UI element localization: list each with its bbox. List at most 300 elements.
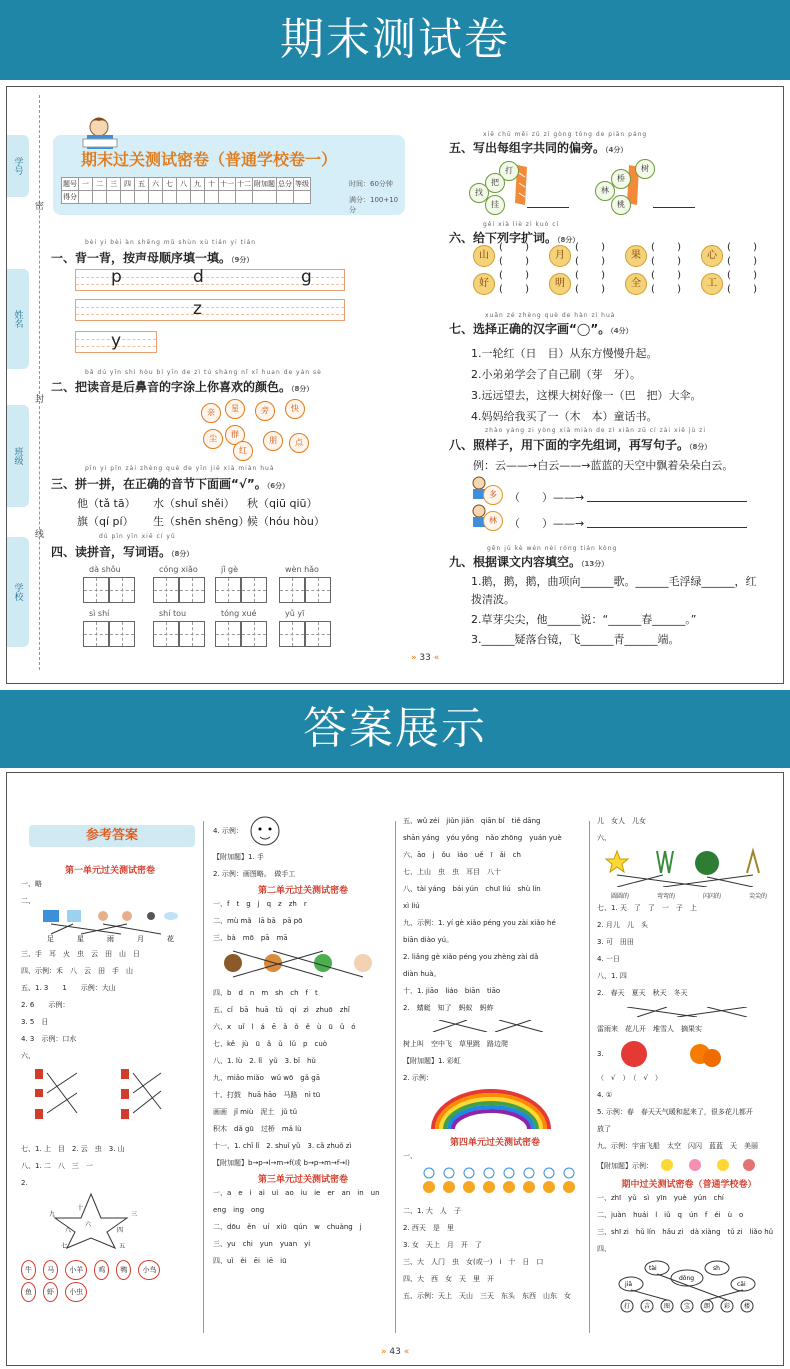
tianzige-box[interactable] bbox=[215, 621, 241, 647]
unit3-title: 第三单元过关测试密卷 bbox=[257, 1175, 348, 1185]
ans-line: shān yáng yóu yǒng nǎo zhōng yuán yuè bbox=[403, 834, 562, 842]
ans-line: xì liú bbox=[403, 902, 420, 910]
ans-line: 七、上山 虫 虫 耳目 八十 bbox=[403, 868, 501, 876]
page-arrow-icon: » bbox=[381, 1347, 387, 1357]
wheel-char: 朗 bbox=[704, 1303, 711, 1310]
score-input[interactable] bbox=[107, 191, 121, 204]
side-tab-number: 学号 bbox=[7, 135, 29, 197]
char-circle[interactable]: 红 bbox=[233, 441, 253, 461]
score-cell: 十 bbox=[205, 178, 219, 191]
score-input[interactable] bbox=[191, 191, 205, 204]
q2-title bbox=[51, 378, 313, 395]
score-input[interactable] bbox=[236, 191, 253, 204]
q8-fill: （ ）——→ bbox=[509, 517, 585, 530]
expand-char-badge: 月 bbox=[549, 245, 571, 267]
match-label: 星 bbox=[77, 935, 84, 942]
ans-line: 5. 示例：春 春天天气暖和起来了，很多花儿都开 bbox=[597, 1108, 753, 1116]
q4-pinyin-word: jǐ gè bbox=[221, 565, 238, 574]
q8-title bbox=[449, 436, 711, 453]
q8-pinyin: zhào yàng zi yòng xià miàn de zì xiān zǔ cí zài xiě jù zi bbox=[485, 427, 706, 434]
tianzige-box[interactable] bbox=[215, 577, 241, 603]
score-input[interactable] bbox=[93, 191, 107, 204]
q8-fill: （ ）——→ bbox=[509, 491, 585, 504]
pinyin-wheel-icon bbox=[597, 1258, 777, 1314]
ans-line: 三、大 人门 虫 女(或一) i 十 日 口 bbox=[403, 1258, 544, 1266]
answer-circle: 马 bbox=[43, 1260, 58, 1280]
banner-answers: 答案展示 bbox=[0, 690, 790, 768]
ans-line: 2. 示例：画图略。 做手工 bbox=[213, 870, 296, 878]
q7-line[interactable]: 3.远远望去，这棵大树好像一（巴 把）大伞。 bbox=[471, 389, 702, 402]
expand-blank[interactable]: ( ) ( ) bbox=[499, 242, 530, 267]
star-label: 九 bbox=[49, 1211, 56, 1218]
q1-text: 一、背一背，按声母顺序填一填。 bbox=[51, 251, 232, 265]
unit1-title: 第一单元过关测试密卷 bbox=[64, 866, 155, 876]
page-number: 33 bbox=[419, 653, 431, 663]
q3-pinyin: pīn yi pīn zài zhèng què de yīn jié xià miàn huà bbox=[85, 465, 275, 472]
ans-line: 三、yu chi yun yuan yi bbox=[213, 1240, 311, 1248]
char-circle[interactable]: 群 bbox=[225, 425, 245, 445]
animal-circles bbox=[21, 1258, 199, 1302]
expand-blank[interactable]: ( ) ( ) bbox=[727, 242, 758, 267]
ans-line: 儿 女人 儿女 bbox=[597, 817, 646, 825]
score-cell: 总分 bbox=[277, 178, 294, 191]
ans-line: 画画 jǐ miù 泥土 jǔ tǔ bbox=[213, 1108, 298, 1116]
score-cell: 七 bbox=[163, 178, 177, 191]
ans-line: 三、手 耳 火 虫 云 田 山 日 bbox=[21, 950, 140, 958]
q9-line[interactable]: 1.鹅，鹅，鹅，曲项向______歌。______毛浮绿______，红 bbox=[471, 575, 757, 588]
q1-title bbox=[51, 249, 253, 266]
score-cell: 一 bbox=[79, 178, 93, 191]
ans-line: 二、mù mǎ lā bā pā pō bbox=[213, 917, 303, 925]
q4-pinyin-word: shí tou bbox=[159, 609, 187, 618]
side-tab-name: 姓名 bbox=[7, 269, 29, 369]
ans-line: 四、 bbox=[597, 1245, 611, 1253]
match-label: 雨 bbox=[107, 935, 114, 942]
seal-mark-3: 线 bbox=[35, 530, 45, 540]
score-label: 得分 bbox=[62, 191, 79, 204]
ans-line: 2. 春天 夏天 秋天 冬天 bbox=[597, 989, 688, 997]
score-cell: 五 bbox=[135, 178, 149, 191]
tianzige-box[interactable] bbox=[109, 621, 135, 647]
char-circle[interactable]: 快 bbox=[285, 399, 305, 419]
score-input[interactable] bbox=[163, 191, 177, 204]
side-tab-class: 班级 bbox=[7, 405, 29, 507]
column-divider bbox=[395, 821, 396, 1333]
ans-line: 4. 示例： bbox=[213, 826, 243, 835]
ans-line: 十、1. jiāo liáo biān tiāo bbox=[403, 987, 501, 995]
tianzige-box[interactable] bbox=[279, 621, 305, 647]
letter-d: d bbox=[193, 267, 204, 287]
q4-title bbox=[51, 543, 193, 560]
ans-line: 2. 月儿 儿 头 bbox=[597, 921, 648, 929]
expand-blank[interactable]: ( ) ( ) bbox=[575, 242, 606, 267]
star-label: 四 bbox=[117, 1227, 124, 1234]
expand-blank[interactable]: ( ) ( ) bbox=[651, 242, 682, 267]
exam-title-box bbox=[53, 135, 405, 215]
shape-label: 闪闪的 bbox=[702, 893, 721, 900]
tianzige-box[interactable] bbox=[241, 621, 267, 647]
ans-line: 【附加题】1. 手 bbox=[213, 853, 264, 861]
answer-circle: 小羊 bbox=[65, 1260, 87, 1280]
ans-line: 【附加题】1. 彩虹 bbox=[403, 1057, 461, 1065]
q7-line[interactable]: 2.小弟弟学会了自己刷（芽 牙）。 bbox=[471, 368, 641, 381]
ans-line: 五、wǔ zéi jiǔn jiǎn qiān bǐ tiě dāng bbox=[403, 817, 541, 825]
wheel-syllable: căi bbox=[737, 1281, 746, 1288]
q7-line[interactable]: 4.妈妈给我买了一（木 本）童话书。 bbox=[471, 410, 658, 423]
ans-line: 4. ① bbox=[597, 1091, 613, 1099]
answer-circle: 鸡 bbox=[94, 1260, 109, 1280]
ans-line: （ √ ） （ √ ） bbox=[597, 1074, 662, 1082]
q7-pinyin: xuǎn zé zhèng què de hàn zì huà bbox=[485, 312, 616, 319]
expand-char-badge: 果 bbox=[625, 245, 647, 267]
banner-exam: 期末测试卷 bbox=[0, 0, 790, 80]
q4-pinyin-word: cóng xiǎo bbox=[159, 565, 198, 574]
ans-line: diàn huà。 bbox=[403, 970, 441, 978]
tianzige-box[interactable] bbox=[83, 621, 109, 647]
star-label: 八 bbox=[65, 1227, 72, 1234]
wheel-syllable: jiā bbox=[625, 1281, 633, 1288]
wheel-syllable: sh bbox=[713, 1265, 720, 1272]
expand-blank[interactable]: ( ) ( ) bbox=[651, 270, 682, 295]
exam-sheet bbox=[6, 86, 784, 684]
ans-line: 3. 可 田田 bbox=[597, 938, 634, 946]
letter-p: p bbox=[111, 267, 122, 287]
answer-column-2 bbox=[213, 813, 393, 1337]
q9-text: 九、根据课文内容填空。 bbox=[449, 555, 582, 569]
q9-line[interactable]: 3.______疑落台镜，飞______青______端。 bbox=[471, 633, 680, 646]
answer-column-4 bbox=[597, 813, 781, 1337]
star-label: 十 bbox=[77, 1205, 84, 1212]
radical-char: 桥 bbox=[611, 169, 631, 189]
q4-pinyin-word: tóng xué bbox=[221, 609, 257, 618]
q3-item[interactable]: 候（hóu hòu） bbox=[247, 515, 325, 528]
score-input[interactable] bbox=[219, 191, 236, 204]
q3-title bbox=[51, 475, 289, 492]
score-input[interactable] bbox=[294, 191, 311, 204]
score-input[interactable] bbox=[79, 191, 93, 204]
score-cell: 六 bbox=[149, 178, 163, 191]
face-row bbox=[213, 813, 393, 849]
ans-line: biān diào yú。 bbox=[403, 936, 454, 944]
q6-text: 六、给下列字扩词。 bbox=[449, 231, 558, 245]
tianzige-box[interactable] bbox=[153, 621, 179, 647]
ans-line: 一、 bbox=[403, 1152, 417, 1160]
ans-line: 二、 bbox=[21, 897, 35, 905]
ans-line: 五、示例：天上 天山 三天 东头 东西 山东 女 bbox=[403, 1292, 571, 1300]
ans-line: 二、dōu ěn uí xiū qún w chuàng j bbox=[213, 1223, 362, 1231]
radical-answer-line[interactable] bbox=[653, 207, 695, 208]
ans-line: 一、a e i ai ui ao iu ie er an in un bbox=[213, 1189, 380, 1197]
ans-line: 十、打鼓 huā hāo 马路 nì tū bbox=[213, 1091, 321, 1099]
q4-pinyin-word: wèn hǎo bbox=[285, 565, 319, 574]
fruit-row bbox=[597, 1038, 781, 1070]
expand-char-badge: 工 bbox=[701, 273, 723, 295]
char-circle[interactable]: 旁 bbox=[255, 401, 275, 421]
q2-text: 二、把读音是后鼻音的字涂上你喜欢的颜色。 bbox=[51, 380, 292, 394]
tianzige-box[interactable] bbox=[153, 577, 179, 603]
ans-line: 九、示例：宇宙飞船 太空 闪闪 蓝蓝 天 美丽 bbox=[597, 1142, 758, 1150]
apple-tree-icon bbox=[403, 1165, 583, 1199]
match-label: 足 bbox=[47, 935, 54, 942]
answer-circle: 小鸟 bbox=[138, 1260, 160, 1280]
wheel-char: 宝 bbox=[684, 1303, 691, 1310]
answer-circle: 虾 bbox=[43, 1282, 58, 1302]
insect-match-lines bbox=[403, 1020, 583, 1032]
wheel-char: 图 bbox=[664, 1303, 671, 1310]
score-cell: 八 bbox=[177, 178, 191, 191]
q1-pinyin: bèi yi bèi àn shēng mǔ shùn xù tián yi tián bbox=[85, 239, 257, 246]
answer-column-1 bbox=[21, 813, 199, 1337]
score-table bbox=[61, 177, 311, 204]
shape-labels bbox=[597, 891, 781, 900]
q5-title bbox=[449, 139, 627, 156]
ans-line: 六、 bbox=[21, 1052, 35, 1060]
q4-pinyin-word: dà shǒu bbox=[89, 565, 121, 574]
score-input[interactable] bbox=[149, 191, 163, 204]
q7-line[interactable]: 1.一轮红（日 目）从东方慢慢升起。 bbox=[471, 347, 658, 360]
wheel-char: 吉 bbox=[644, 1303, 651, 1310]
q4-pinyin-word: yǔ yī bbox=[285, 609, 305, 618]
tianzige-box[interactable] bbox=[179, 577, 205, 603]
q7-title bbox=[449, 320, 633, 337]
radical-char: 把 bbox=[485, 173, 505, 193]
q5-text: 五、写出每组字共同的偏旁。 bbox=[449, 141, 606, 155]
ans-line: 2. 6 示例： bbox=[21, 1001, 70, 1009]
ans-line: 3. 5 日 bbox=[21, 1018, 49, 1026]
q8-text: 八、照样子，用下面的字先组词，再写句子。 bbox=[449, 438, 690, 452]
ans-line: 七、1. 上 目 2. 云 虫 3. 山 bbox=[21, 1145, 125, 1153]
ans-line: 八、1. 四 bbox=[597, 972, 627, 980]
q8-score: （8分） bbox=[689, 443, 712, 451]
midterm-title: 期中过关测试密卷（普通学校卷） bbox=[621, 1180, 757, 1190]
char-circle[interactable]: 点 bbox=[289, 433, 309, 453]
ans-line: 一、zhī yǔ sì yīn yuè yún chí bbox=[597, 1194, 724, 1202]
q9-title bbox=[449, 553, 608, 570]
star-label: 五 bbox=[119, 1243, 126, 1250]
score-cell: 等级 bbox=[294, 178, 311, 191]
q9-line[interactable]: 2.草芽尖尖，他______说：“______春______。” bbox=[471, 613, 697, 626]
q5-pinyin: xiě chū měi zǔ zì gòng tóng de piān páng bbox=[483, 131, 648, 138]
score-cell: 三 bbox=[107, 178, 121, 191]
ans-line: 七、kě jù ū ǎ ǔ lǔ p cuò bbox=[213, 1040, 328, 1048]
match-label: 月 bbox=[137, 935, 144, 942]
tianzige-box[interactable] bbox=[305, 621, 331, 647]
wheel-syllable: tài bbox=[649, 1265, 657, 1272]
page-arrow-icon: » bbox=[411, 653, 417, 663]
ans-line: 四、大 西 女 天 里 开 bbox=[403, 1275, 494, 1283]
tianzige-box[interactable] bbox=[305, 577, 331, 603]
q3-item[interactable]: 旗（qí pí） bbox=[77, 515, 134, 528]
column-divider bbox=[589, 821, 590, 1333]
expand-blank[interactable]: ( ) ( ) bbox=[499, 270, 530, 295]
q3-item[interactable]: 水（shuǐ shěi） bbox=[153, 497, 235, 510]
page-number: 43 bbox=[389, 1347, 401, 1357]
q3-item[interactable]: 生（shēn shēng） bbox=[153, 515, 250, 528]
q9-pinyin: gēn jù kè wén nèi róng tián kòng bbox=[487, 545, 618, 552]
flowers-icon bbox=[653, 1155, 763, 1177]
ans-line: 三、shī zi hǔ lín hǎu zi dà xiàng tǔ zi liǎo hǔ bbox=[597, 1228, 774, 1236]
exam-time: 时间：60分钟 bbox=[349, 180, 393, 188]
ans-line: 3. 女 天上 月 开 了 bbox=[403, 1241, 482, 1249]
ans-line: 2. 蜻蜓 知了 蚂蚁 蚂蚱 bbox=[403, 1004, 494, 1012]
q6-score: （8分） bbox=[557, 236, 580, 244]
answer-circle: 鱼 bbox=[21, 1282, 36, 1302]
score-input[interactable] bbox=[177, 191, 191, 204]
q7-score: （4分） bbox=[610, 327, 633, 335]
radical-answer-line[interactable] bbox=[527, 207, 569, 208]
q8-example: 例：云——→白云——→蓝蓝的天空中飘着朵朵白云。 bbox=[473, 459, 734, 472]
ans-line: 二、juàn huái l iǔ q ún f éi ù o bbox=[597, 1211, 744, 1219]
char-circle[interactable]: 亲 bbox=[201, 403, 221, 423]
q4-text: 四、读拼音，写词语。 bbox=[51, 545, 172, 559]
shape-label: 圆圆的 bbox=[610, 893, 629, 900]
score-input[interactable] bbox=[135, 191, 149, 204]
char-circle[interactable]: 朋 bbox=[263, 431, 283, 451]
radical-char: 桃 bbox=[611, 195, 631, 215]
radical-char: 找 bbox=[469, 183, 489, 203]
flower-row bbox=[597, 1155, 781, 1177]
tianzige-box[interactable] bbox=[83, 577, 109, 603]
char-circle[interactable]: 星 bbox=[225, 399, 245, 419]
q3-score: （6分） bbox=[266, 482, 290, 490]
ans-line: 八、tài yáng bái yún chuī liú shù lín bbox=[403, 885, 541, 893]
ans-line: 树上叫 空中飞 草里跳 路边爬 bbox=[403, 1040, 508, 1048]
score-cell: 十二 bbox=[236, 178, 253, 191]
score-input[interactable] bbox=[121, 191, 135, 204]
ans-line: eng ing ong bbox=[213, 1206, 265, 1214]
ans-line: 八、1. lù 2. lǐ yǔ 3. bǐ hǔ bbox=[213, 1057, 316, 1065]
score-cell: 十一 bbox=[219, 178, 236, 191]
ans-line: 2. bbox=[21, 1179, 28, 1187]
ans-line: 六、āo j ǒu iáo uě ī ǎi ch bbox=[403, 851, 521, 859]
q3-item[interactable]: 他（tǎ tā） bbox=[77, 497, 136, 510]
q5-score: （4分） bbox=[605, 146, 628, 154]
shape-label: 尖尖的 bbox=[748, 893, 767, 900]
score-input[interactable] bbox=[277, 191, 294, 204]
q4-pinyin-word: sì shí bbox=[89, 609, 110, 618]
side-tab-school: 学校 bbox=[7, 537, 29, 647]
star-label: 六 bbox=[85, 1221, 92, 1228]
match-pictures-icon bbox=[21, 910, 191, 942]
expand-blank[interactable]: ( ) ( ) bbox=[575, 270, 606, 295]
expand-char-badge: 全 bbox=[625, 273, 647, 295]
ancient-script-match-icon bbox=[21, 1065, 191, 1137]
q2-pinyin: bǎ dú yīn shì hòu bí yīn de zì tú shàng nǐ xǐ huan de yán sè bbox=[85, 369, 322, 376]
wheel-char: 打 bbox=[624, 1303, 631, 1310]
q3-item[interactable]: 秋（qiū qiū） bbox=[247, 497, 318, 510]
star-label: 七 bbox=[61, 1243, 68, 1250]
match-label: 花 bbox=[167, 935, 174, 942]
letter-y: y bbox=[111, 331, 122, 351]
sentence-line[interactable] bbox=[587, 501, 747, 502]
ans-line: 【附加题】b→p→l→m→f(或 b→p→m→f→l) bbox=[213, 1159, 350, 1167]
star-label: 三 bbox=[131, 1211, 138, 1218]
unit4-title: 第四单元过关测试密卷 bbox=[449, 1138, 540, 1148]
q8-char: 多 bbox=[483, 485, 503, 505]
unit2-title: 第二单元过关测试密卷 bbox=[257, 886, 348, 896]
ans-line: 放了 bbox=[597, 1125, 611, 1133]
q6-pinyin: gěi xià liè zì kuò cí bbox=[483, 221, 560, 228]
radical-char: 打 bbox=[499, 161, 519, 181]
cut-line bbox=[39, 95, 40, 670]
q2-score: （8分） bbox=[291, 385, 314, 393]
ans-line: 五、cǐ bā huā tǔ qí zì zhuō zhǐ bbox=[213, 1006, 350, 1014]
ans-line: 四、b d n m sh ch f t bbox=[213, 989, 318, 997]
ans-line: 五、1. 3 1 示例：大山 bbox=[21, 984, 116, 992]
ans-line: 四、uǐ ěi ēi iē iū bbox=[213, 1257, 287, 1265]
page-arrow-icon: « bbox=[403, 1347, 410, 1357]
ans-line: 三、bà mō pā mā bbox=[213, 934, 288, 942]
ans-line: 一、f t g j q z zh r bbox=[213, 900, 307, 908]
tianzige-box[interactable] bbox=[279, 577, 305, 603]
ans-line: 4. 一日 bbox=[597, 955, 620, 963]
shape-label: 弯弯的 bbox=[656, 893, 675, 900]
expand-char-badge: 好 bbox=[473, 273, 495, 295]
ans-line: 九、miǎo miǎo wǔ wō gǎ gā bbox=[213, 1074, 320, 1082]
score-cell: 附加题 bbox=[253, 178, 277, 191]
q8-char: 林 bbox=[483, 511, 503, 531]
ans-line: 雷雨来 花儿开 堆雪人 摘果实 bbox=[597, 1025, 702, 1033]
ans-line: 积木 dǎ gū 过桥 mǎ lù bbox=[213, 1125, 302, 1133]
girl-face-icon bbox=[243, 813, 287, 849]
answer-sheet bbox=[6, 772, 784, 1366]
tianzige-box[interactable] bbox=[109, 577, 135, 603]
letter-z: z bbox=[193, 299, 202, 319]
ans-line: 3. bbox=[597, 1049, 604, 1058]
tianzige-box[interactable] bbox=[241, 577, 267, 603]
four-line-grid[interactable] bbox=[75, 299, 345, 321]
q1-score: （9分） bbox=[231, 256, 254, 264]
answer-circle: 小虫 bbox=[65, 1282, 87, 1302]
letter-g: g bbox=[301, 267, 312, 287]
ans-line: 九、示例：1. yí gè xiǎo péng you zài xiǎo hé bbox=[403, 919, 556, 927]
wheel-char: 楼 bbox=[744, 1303, 751, 1310]
ans-line: 二、1. 大 人 子 bbox=[403, 1207, 461, 1215]
score-input[interactable] bbox=[205, 191, 219, 204]
ans-line: 六、 bbox=[597, 834, 611, 842]
answer-circle: 牛 bbox=[21, 1260, 36, 1280]
exam-title: 期末过关测试密卷（普通学校卷一） bbox=[81, 150, 338, 169]
tianzige-box[interactable] bbox=[179, 621, 205, 647]
star-numbers-icon bbox=[21, 1192, 191, 1250]
answer-page-number bbox=[381, 1347, 409, 1357]
answer-column-3 bbox=[403, 813, 587, 1337]
ans-line: 四、示例：禾 八 云 田 手 山 bbox=[21, 967, 133, 975]
expand-blank[interactable]: ( ) ( ) bbox=[727, 270, 758, 295]
fruit-icon bbox=[604, 1038, 744, 1070]
q4-score: （8分） bbox=[171, 550, 194, 558]
expand-char-badge: 心 bbox=[701, 245, 723, 267]
wheel-char: 彩 bbox=[724, 1303, 731, 1310]
radical-char: 林 bbox=[595, 181, 615, 201]
score-cell: 题号 bbox=[62, 178, 79, 191]
ans-line: 4. 3 示例：口水 bbox=[21, 1035, 77, 1043]
seal-mark-1: 密 bbox=[35, 202, 45, 212]
page-arrow-icon: « bbox=[433, 653, 440, 663]
q4-pinyin: dú pīn yīn xiě cí yǔ bbox=[99, 533, 176, 540]
wheel-syllable: dōng bbox=[679, 1275, 695, 1282]
score-cell: 九 bbox=[191, 178, 205, 191]
ans-line: 七、1. 天 了 了 一 子 上 bbox=[597, 904, 697, 912]
ans-line: 2. 示例： bbox=[403, 1074, 433, 1082]
score-input[interactable] bbox=[253, 191, 277, 204]
sentence-line[interactable] bbox=[587, 527, 747, 528]
seal-mark-2: 封 bbox=[35, 395, 45, 405]
char-circle[interactable]: 尘 bbox=[203, 429, 223, 449]
ans-line: 八、1. 二 八 三 一 bbox=[21, 1162, 93, 1170]
exam-full-score: 满分：100+10分 bbox=[349, 196, 399, 214]
rainbow-icon bbox=[403, 1087, 583, 1131]
